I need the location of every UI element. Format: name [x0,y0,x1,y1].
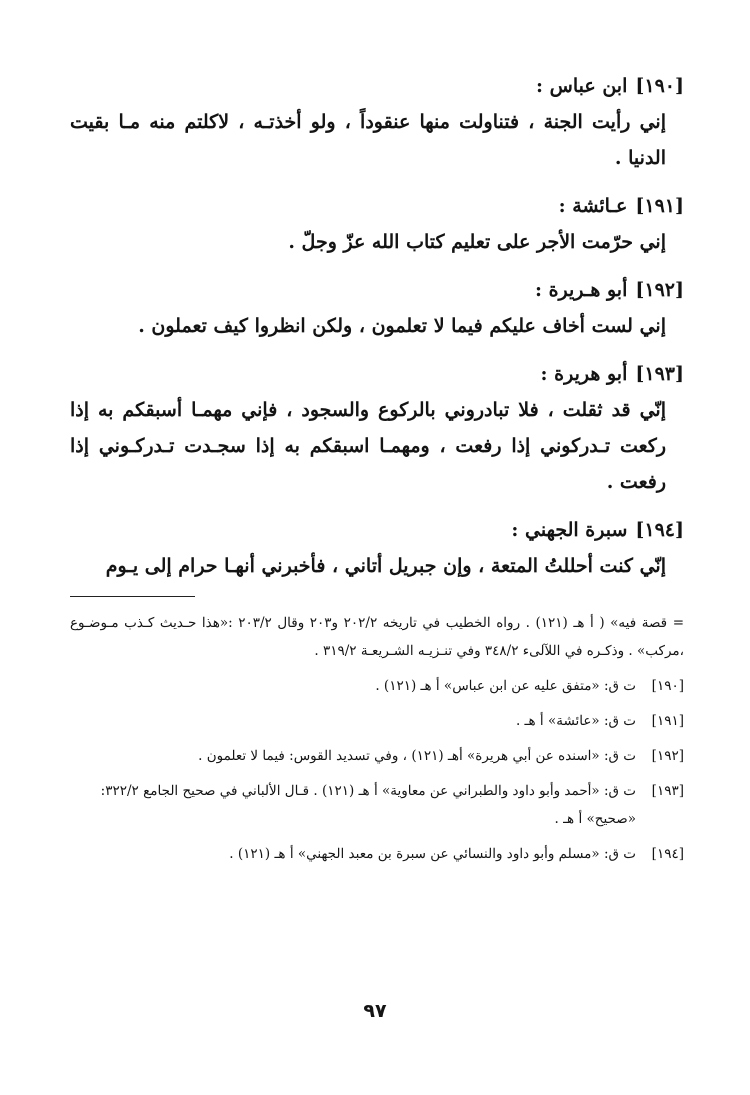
footnote-number: [١٩١] [651,713,684,729]
footnote-number: [١٩٤] [651,846,684,862]
entry-number: [١٩٠] [635,75,684,97]
entry-narrator: أبو هـريرة : [534,279,628,301]
footnote-separator [70,596,195,597]
entry-number: [١٩٢] [635,279,684,301]
entry-narrator: عـائشة : [558,195,628,217]
footnote-number: [١٩٢] [651,748,684,764]
entry-number: [١٩٤] [635,519,684,541]
entry-text: إني حرّمت الأجر على تعليم كتاب الله عزّ وجلّ . [288,231,666,253]
footnote-number: [١٩٠] [651,678,684,694]
footnote-text: ت ق: «عائشة» أ هـ . [515,713,636,729]
entry-text: إني رأيت الجنة ، فتناولت منها عنقوداً ، ولو أخذتـه ، لاكلتم منه مـا بقيت الدنيا . [70,111,666,169]
entry-narrator: سبرة الجهني : [511,519,628,541]
footnote-text: ت ق: «متفق عليه عن ابن عباس» أ هـ (١٢١) . [375,678,636,694]
hadith-entry-194 [70,512,684,584]
footnote-number: [١٩٣] [651,783,684,799]
footnote-text: ت ق: «اسنده عن أبي هريرة» أهـ (١٢١) ، وفي تسديد القوس: فيما لا تعلمون . [198,748,636,764]
footnote-194 [70,840,684,868]
hadith-entry-191 [70,188,684,260]
footnote-continuation: = قصة فيه» ( أ هـ (١٢١) . رواه الخطيب في تاريخه ٢٠٢/٢ و٢٠٣ وقال ٢٠٣/٢ :«هذا حـديث كـذب مـوضـوع ،مركب» . وذكـره في اللآلىء ٣٤٨/٢ وفي تنـزيـه الشـريعـة ٣١٩/٢ . [70,615,685,659]
footnote-text: ت ق: «أحمد وأبو داود والطبراني عن معاوية» أ هـ (١٢١) . قـال الألباني في صحيح الجامع ٣٢٢/٢: «صحيح» أ هـ . [100,783,636,827]
page-number: ٩٧ [363,1000,387,1022]
entry-heading [70,188,684,224]
entry-narrator: أبو هريرة : [540,363,628,385]
footnote-193 [70,777,684,833]
footnotes [70,609,684,868]
entry-heading [70,272,684,308]
entry-heading [70,68,684,104]
hadith-entry-192 [70,272,684,344]
entry-number: [١٩١] [635,195,684,217]
entry-text: إني لست أخاف عليكم فيما لا تعلمون ، ولكن انظروا كيف تعملون . [138,315,666,337]
entry-narrator: ابن عباس : [536,75,628,97]
entry-heading [70,356,684,392]
footnote-text: ت ق: «مسلم وأبو داود والنسائي عن سبرة بن معبد الجهني» أ هـ (١٢١) . [229,846,636,862]
page-body [70,68,684,868]
entry-text: إنّي قد ثقلت ، فلا تبادروني بالركوع والسجود ، فإني مهمـا أسبقكم به إذا ركعت تـدركوني إذا رفعت ، ومهمـا اسبقكم به إذا سجـدت تـدركـوني إذا رفعت . [70,399,666,493]
entry-number: [١٩٣] [635,363,684,385]
footnote-192 [70,742,684,770]
footnote-191 [70,707,684,735]
footnote-190 [70,672,684,700]
hadith-entry-190 [70,68,684,176]
entry-heading [70,512,684,548]
hadith-entry-193 [70,356,684,500]
entry-text: إنّي كنت أحللتُ المتعة ، وإن جبريل أتاني ، فأخبرني أنهـا حرام إلى يـوم [105,555,666,577]
